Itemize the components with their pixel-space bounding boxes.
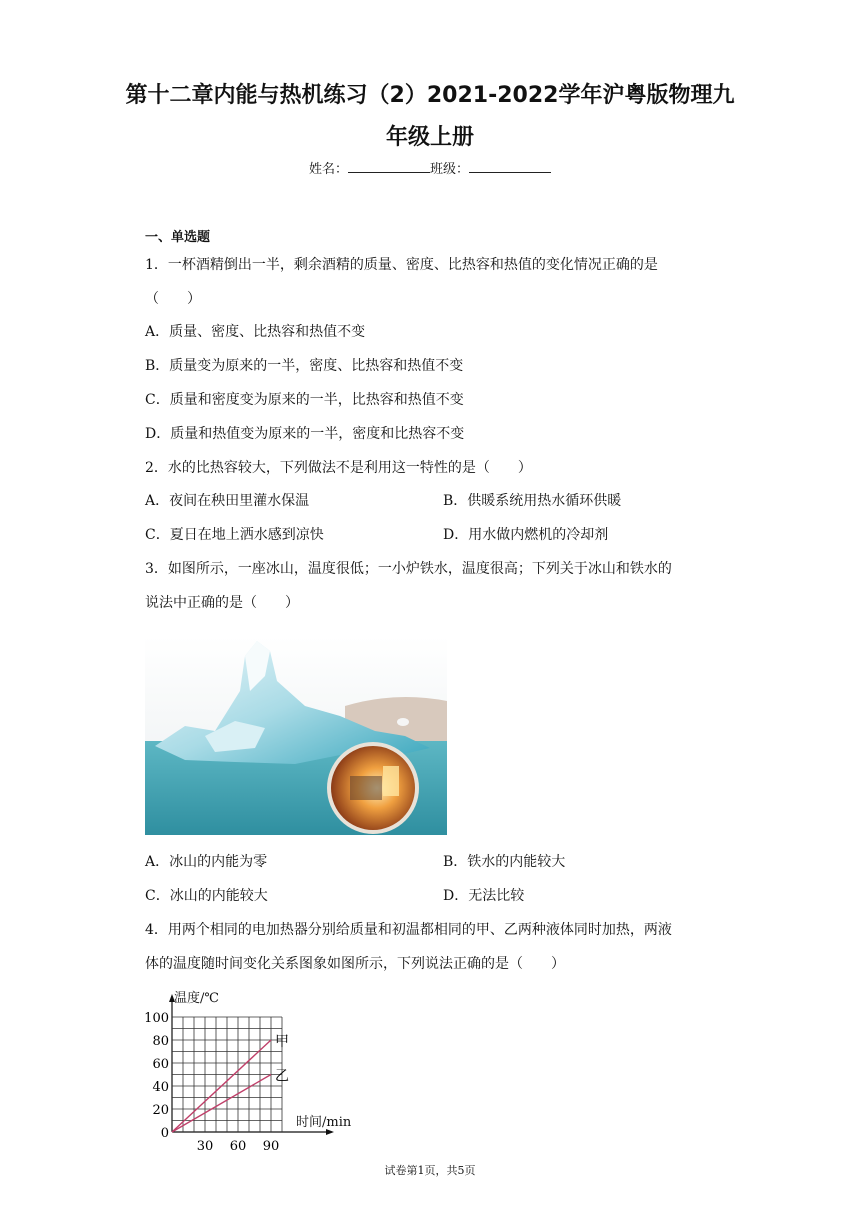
x-tick-label: 90 (262, 1139, 280, 1154)
y-tick-label: 100 (144, 1011, 169, 1026)
q2-option-a: A．夜间在秧田里灌水保温 (145, 493, 310, 509)
name-blank (348, 160, 430, 173)
q4-stem-line1: 4．用两个相同的电加热器分别给质量和初温都相同的甲、乙两种液体同时加热，两液 (145, 922, 672, 938)
y-tick-label: 40 (152, 1080, 169, 1095)
section-heading: 一、单选题 (145, 230, 211, 245)
q3-stem-line1: 3．如图所示，一座冰山，温度很低；一小炉铁水，温度很高；下列关于冰山和铁水的 (145, 561, 672, 577)
q2-stem: 2．水的比热容较大，下列做法不是利用这一特性的是（ ） (145, 460, 532, 476)
x-axis-label: 时间/min (296, 1115, 352, 1130)
class-blank (469, 160, 551, 173)
q1-option-a: A．质量、密度、比热容和热值不变 (145, 324, 366, 340)
q1-stem-line1: 1．一杯酒精倒出一半，剩余酒精的质量、密度、比热容和热值的变化情况正确的是 (145, 257, 658, 273)
y-tick-label: 60 (152, 1057, 169, 1072)
q1-option-b: B．质量变为原来的一半，密度、比热容和热值不变 (145, 358, 464, 374)
page-footer: 试卷第1页，共5页 (384, 1164, 476, 1177)
q1-option-d: D．质量和热值变为原来的一半，密度和比热容不变 (145, 426, 465, 442)
q3-option-d: D．无法比较 (443, 888, 525, 904)
iceberg-molten-iron-photo (145, 636, 447, 835)
class-label: 班级： (430, 162, 470, 177)
y-axis-label: 温度/℃ (174, 991, 219, 1006)
name-label: 姓名： (308, 162, 348, 177)
temperature-time-chart (140, 984, 370, 1156)
q1-option-c: C．质量和密度变为原来的一半，比热容和热值不变 (145, 392, 464, 408)
student-info (0, 158, 860, 177)
q3-stem-line2: 说法中正确的是（ ） (145, 595, 299, 611)
q2-option-c: C．夏日在地上洒水感到凉快 (145, 527, 324, 543)
series-label: 乙 (275, 1068, 289, 1085)
q2-option-b: B．供暖系统用热水循环供暖 (443, 493, 622, 509)
q3-option-b: B．铁水的内能较大 (443, 854, 566, 870)
y-tick-label: 0 (160, 1126, 169, 1141)
q3-option-c: C．冰山的内能较大 (145, 888, 268, 904)
page-title-line2: 年级上册 (385, 125, 474, 150)
y-tick-label: 80 (152, 1034, 169, 1049)
x-tick-label: 30 (196, 1139, 214, 1154)
series-label: 甲 (275, 1034, 289, 1050)
q1-stem-line2: （ ） (145, 291, 201, 307)
q3-option-a: A．冰山的内能为零 (145, 854, 268, 870)
x-tick-label: 60 (229, 1139, 247, 1154)
q2-option-d: D．用水做内燃机的冷却剂 (443, 527, 609, 543)
series-line (172, 1075, 271, 1133)
q4-stem-line2: 体的温度随时间变化关系图象如图所示，下列说法正确的是（ ） (145, 956, 565, 972)
page-title-line1: 第十二章内能与热机练习（2）2021-2022学年沪粤版物理九 (125, 83, 735, 108)
y-tick-label: 20 (152, 1103, 169, 1118)
